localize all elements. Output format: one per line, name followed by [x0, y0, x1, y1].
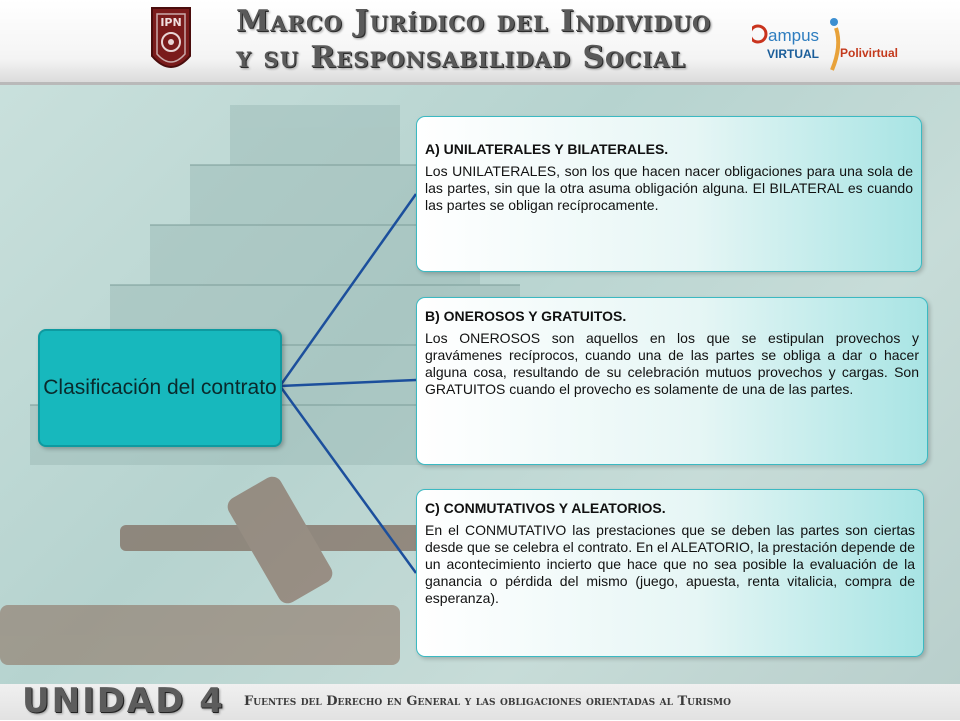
branch-body-a: Los UNILATERALES, son los que hacen nacer obligaciones para una sola de las partes, sin que la otra asuma obligación alguna. El BILATERAL es cuando las partes se obligan recíprocamente. — [425, 163, 913, 213]
connector-c — [280, 386, 416, 573]
unit-label: UNIDAD 4 — [22, 681, 225, 721]
title-line-1: Marco Jurídico del Individuo — [236, 4, 712, 39]
svg-text:IPN: IPN — [160, 16, 182, 29]
branch-body-c: En el CONMUTATIVO las prestaciones que se deben las partes son ciertas desde que se celebra el contrato. En el ALEATORIO, la prestación depende de un acontecimiento incierto que hace que no sea posible la evaluación de la ganancia o pérdida del mismo (juego, apuesta, renta vitalicia, compra de esperanza). — [425, 522, 915, 606]
branch-card-c — [416, 489, 924, 657]
branch-heading-a: A) UNILATERALES Y BILATERALES. — [425, 141, 669, 157]
branch-card-b — [416, 297, 928, 465]
footer-subtitle: Fuentes del Derecho en General y las obligaciones orientadas al Turismo — [244, 694, 731, 709]
connector-b — [280, 380, 416, 386]
campus-logo-text: ampus — [768, 26, 820, 45]
branch-card-a — [416, 116, 922, 272]
branch-heading-b: B) ONEROSOS Y GRATUITOS. — [425, 308, 627, 324]
connector-a — [280, 194, 416, 386]
branch-heading-c: C) CONMUTATIVOS Y ALEATORIOS. — [425, 500, 666, 516]
root-node — [38, 329, 282, 447]
polivirtual-logo-text: Polivirtual — [840, 46, 899, 60]
root-node-label: Clasificación del contrato — [43, 375, 277, 399]
branch-body-b: Los ONEROSOS son aquellos en los que se estipulan provechos y gravámenes recíprocos, cuando una de las partes se obliga a dar o hacer alguna cosa, resultando de su celebración mutuos provechos y cargas. Son GRATUITOS cuando el provecho es solamente de una de las partes. — [425, 330, 919, 397]
virtual-logo-text: VIRTUAL — [767, 47, 819, 61]
title-line-2: y su Responsabilidad Social — [236, 40, 687, 75]
